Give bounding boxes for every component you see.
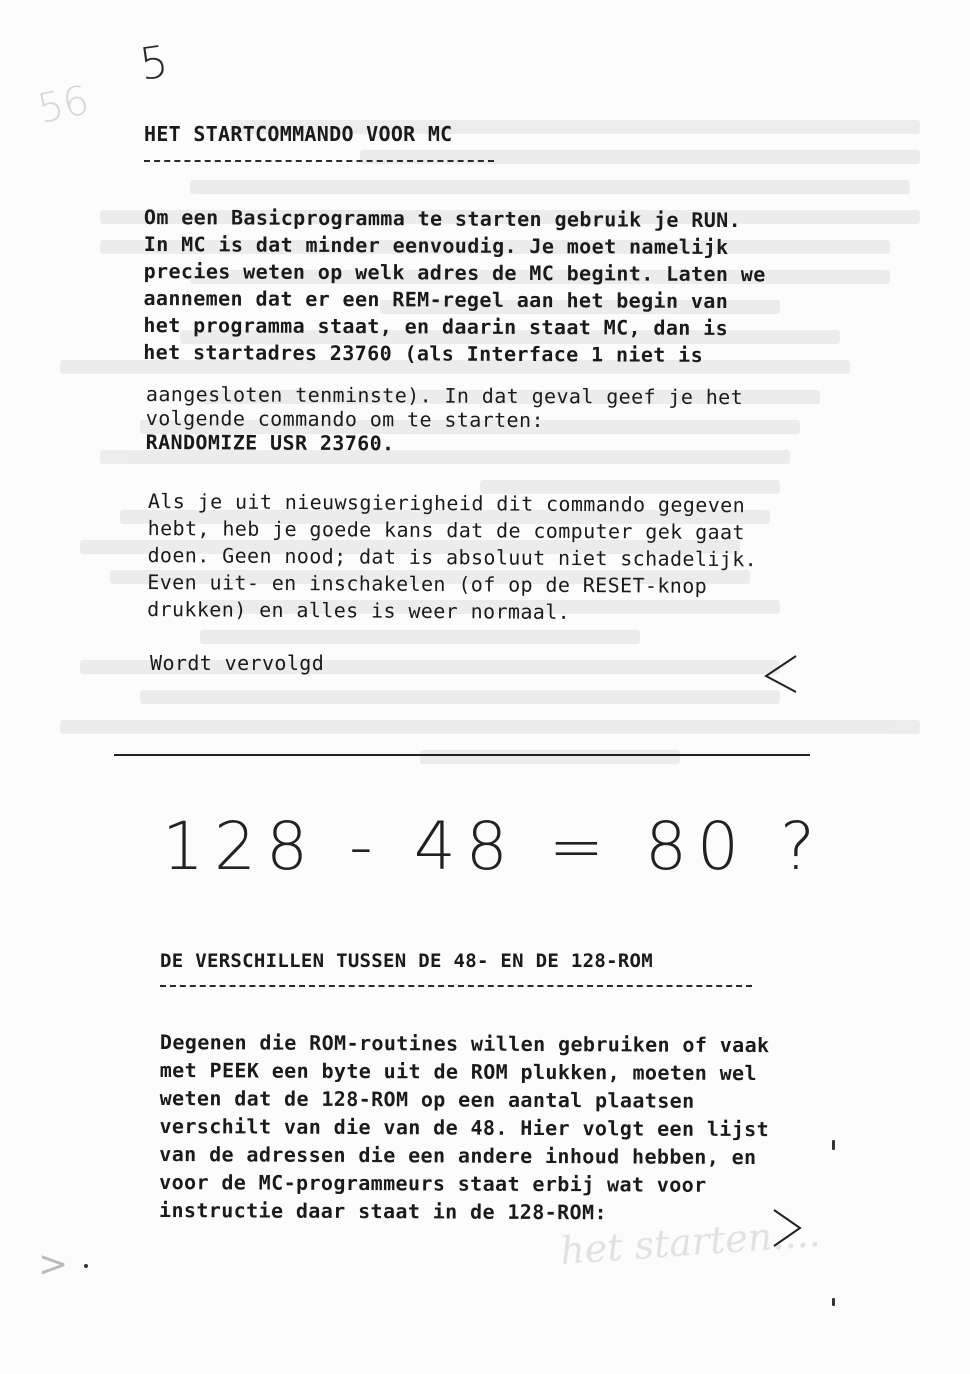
text-line: Als je uit nieuwsgierigheid dit commando gegeven (147, 488, 746, 518)
text-line: voor de MC-programmeurs staat erbij wat voor (159, 1169, 707, 1197)
section1-title: HET STARTCOMMANDO VOOR MC (144, 122, 453, 146)
text-line: Even uit- en inschakelen (of op de RESET-knop (147, 569, 708, 598)
section-divider (114, 754, 810, 756)
handwritten-page-number: 5 (136, 36, 172, 91)
text-line: In MC is dat minder eenvoudig. Je moet namelijk (143, 231, 729, 260)
handwritten-greater-than-mark (770, 1206, 806, 1250)
text-line: hebt, heb je goede kans dat de computer gek gaat (147, 515, 745, 545)
continued-note: Wordt vervolgd (150, 651, 325, 675)
section1-paragraph3 (147, 488, 758, 627)
faint-handwriting: het starten.... (558, 1210, 822, 1274)
left-margin-mark: > (38, 1244, 69, 1285)
text-line: het programma staat, en daarin staat MC, dan is (143, 312, 729, 341)
text-line: instructie daar staat in de 128-ROM: (158, 1197, 607, 1225)
section2-paragraph (159, 1028, 770, 1227)
text-line: Degenen die ROM-routines willen gebruiken of vaak (159, 1030, 770, 1058)
section1-title-underline (144, 160, 494, 162)
text-line: precies weten op welk adres de MC begint. Laten we (143, 258, 766, 287)
text-line: volgende commando om te starten: (145, 405, 544, 433)
section1-paragraph2 (146, 382, 744, 457)
scan-dot (832, 1298, 835, 1306)
text-line: drukken) en alles is weer normaal. (147, 596, 571, 624)
handwritten-equation: 128 - 48 = 80 ? (162, 808, 825, 885)
text-line: weten dat de 128-ROM op een aantal plaatsen (159, 1085, 695, 1113)
section2-title-underline (160, 985, 752, 987)
text-line: met PEEK een byte uit de ROM plukken, moeten wel (159, 1057, 758, 1086)
scan-dot (84, 1264, 88, 1268)
section2-title: DE VERSCHILLEN TUSSEN DE 48- EN DE 128-ROM (160, 950, 654, 972)
text-line: het startadres 23760 (als Interface 1 niet is (143, 339, 704, 367)
text-line: aannemen dat er een REM-regel aan het begin van (143, 285, 729, 314)
scan-dot (832, 1140, 835, 1150)
text-line: RANDOMIZE USR 23760. (145, 429, 395, 456)
text-line: Om een Basicprogramma te starten gebruik je RUN. (143, 204, 742, 233)
text-line: van de adressen die een andere inhoud hebben, en (159, 1141, 757, 1170)
handwritten-less-than-mark (760, 652, 800, 696)
section1-paragraph1 (143, 204, 766, 369)
text-line: aangesloten tenminste). In dat geval geef je het (145, 382, 744, 410)
text-line: verschilt van die van de 48. Hier volgt een lijst (159, 1113, 770, 1142)
faint-page-number: 56 (33, 77, 94, 133)
text-line: doen. Geen nood; dat is absoluut niet schadelijk. (147, 542, 758, 572)
